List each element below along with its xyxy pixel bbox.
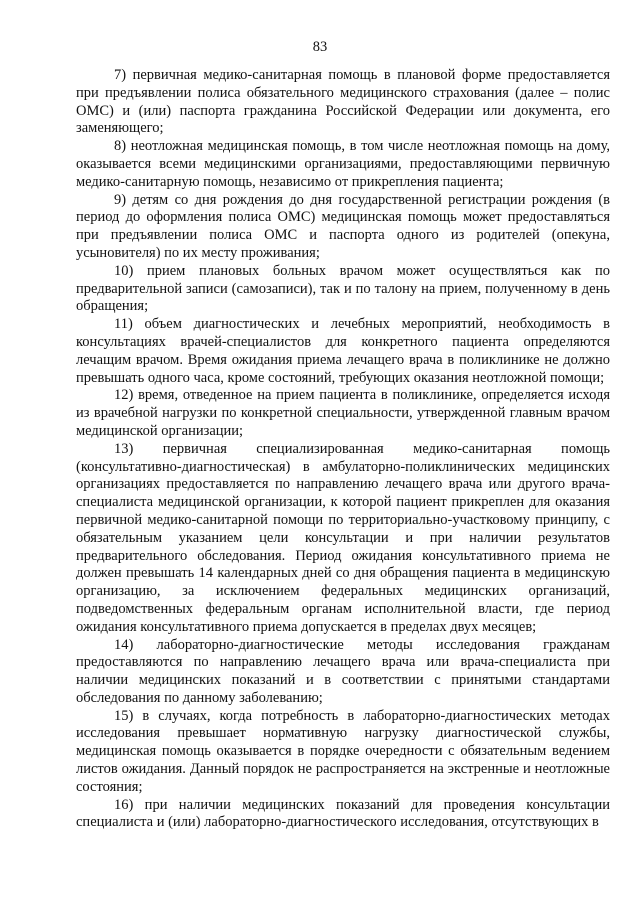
paragraph-item-8: 8) неотложная медицинская помощь, в том числе неотложная помощь на дому, оказывается всеми медицинскими организациями, предоставляющими первичную медико-санитарную помощь, независимо от прикрепления пациента; bbox=[76, 138, 610, 190]
body-text bbox=[76, 67, 610, 832]
paragraph-item-9: 9) детям со дня рождения до дня государственной регистрации рождения (в период до оформления полиса ОМС) медицинская помощь может предоставляться при предъявлении полиса ОМС и паспорта одного из родителей (опекуна, усыновителя) по их месту проживания; bbox=[76, 191, 610, 261]
paragraph-item-12: 12) время, отведенное на прием пациента в поликлинике, определяется исходя из врачебной нагрузки по конкретной специальности, утвержденной главным врачом медицинской организации; bbox=[76, 387, 610, 439]
paragraph-item-15: 15) в случаях, когда потребность в лабораторно-диагностических методах исследования превышает нормативную нагрузку диагностической службы, медицинская помощь оказывается в порядке очередности с обязательным ведением листов ожидания. Данный порядок не распространяется на экстренные и неотложные состояния; bbox=[76, 707, 610, 795]
paragraph-item-10: 10) прием плановых больных врачом может осуществляться как по предварительной записи (самозаписи), так и по талону на прием, полученному в день обращения; bbox=[76, 262, 610, 315]
paragraph-item-11: 11) объем диагностических и лечебных мероприятий, необходимость в консультациях врачей-специалистов для конкретного пациента определяются лечащим врачом. Время ожидания приема лечащего врача в поликлинике не должно превышать одного часа, кроме состояний, требующих оказания неотложной помощи; bbox=[76, 316, 610, 386]
paragraph-item-13: 13) первичная специализированная медико-санитарная помощь (консультативно-диагностическая) в амбулаторно-поликлинических медицинских организациях предоставляется по направлению лечащего врача или другого врача-специалиста медицинской организации, к которой пациент прикреплен для оказания первичной медико-санитарной помощи по территориально-участковому принципу, с обязательным указанием цели консультации и при наличии результатов предварительного обследования. Период ожидания консультативного приема не должен превышать 14 календарных дней со дня обращения пациента в медицинскую организацию, за исключением федеральных медицинских организаций, подведомственных федеральным органам исполнительной власти, где период ожидания консультативного приема допускается в пределах двух месяцев; bbox=[76, 440, 610, 635]
paragraph-item-14: 14) лабораторно-диагностические методы исследования гражданам предоставляются по направлению лечащего врача или врача-специалиста при наличии медицинских показаний и в соответствии с принятыми стандартами обследования по данному заболеванию; bbox=[76, 636, 610, 706]
paragraph-item-16: 16) при наличии медицинских показаний для проведения консультации специалиста и (или) лабораторно-диагностического исследования, отсутствующих в bbox=[76, 796, 610, 831]
paragraph-item-7: 7) первичная медико-санитарная помощь в плановой форме предоставляется при предъявлении полиса обязательного медицинского страхования (далее – полис ОМС) и (или) паспорта гражданина Российской Федерации или документа, его заменяющего; bbox=[76, 67, 610, 137]
page-number: 83 bbox=[312, 39, 328, 55]
